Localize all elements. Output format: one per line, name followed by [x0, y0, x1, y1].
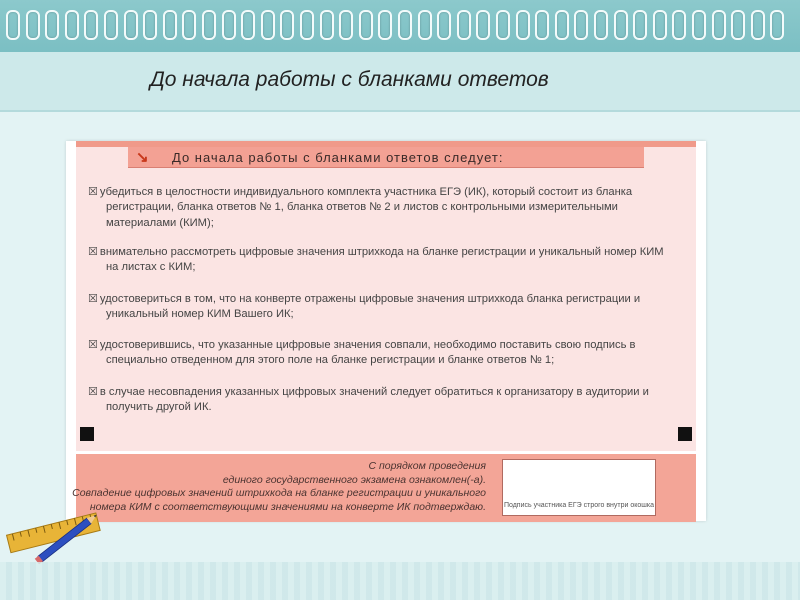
- confirmation-line: С порядком проведения: [368, 460, 486, 472]
- binder-ring: [653, 10, 667, 40]
- binder-ring: [261, 10, 275, 40]
- binder-ring: [418, 10, 432, 40]
- checkbox-icon: ☒: [88, 186, 98, 198]
- arrow-icon: ↘: [136, 149, 149, 166]
- answer-form-excerpt: [66, 141, 706, 521]
- checkbox-icon: ☒: [88, 339, 98, 351]
- instruction-line: получить другой ИК.: [106, 401, 212, 414]
- binder-ring: [104, 10, 118, 40]
- confirmation-line: Совпадение цифровых значений штрихкода на бланке регистрации и уникального: [72, 487, 486, 500]
- binder-ring: [163, 10, 177, 40]
- form-header: [128, 147, 644, 168]
- instruction-item-1: [88, 185, 698, 231]
- binder-ring: [457, 10, 471, 40]
- binder-ring: [182, 10, 196, 40]
- binder-ring: [398, 10, 412, 40]
- instruction-line: материалами (КИМ);: [106, 216, 214, 229]
- binder-ring: [339, 10, 353, 40]
- instruction-line: убедиться в целостности индивидуального комплекта участника ЕГЭ (ИК), который состоит из бланка: [99, 186, 633, 198]
- instruction-line: регистрации, бланка ответов № 1, бланка ответов № 2 и листов с контрольными измерительными: [106, 201, 618, 214]
- alignment-marker-left: [80, 427, 94, 441]
- signature-box[interactable]: [502, 459, 656, 516]
- binder-ring: [124, 10, 138, 40]
- binder-ring: [300, 10, 314, 40]
- binder-ring: [535, 10, 549, 40]
- binder-ring: [437, 10, 451, 40]
- instruction-item-3: [88, 292, 698, 323]
- binder-ring: [320, 10, 334, 40]
- binder-ring: [476, 10, 490, 40]
- binder-ring: [280, 10, 294, 40]
- confirmation-line: единого государственного экзамена ознакомлен(-а).: [222, 473, 486, 486]
- binder-ring: [84, 10, 98, 40]
- instruction-line: на листах с КИМ;: [106, 261, 196, 274]
- binder-ring: [202, 10, 216, 40]
- checkbox-icon: ☒: [88, 386, 98, 398]
- alignment-marker-right: [678, 427, 692, 441]
- binder-ring: [496, 10, 510, 40]
- binder-ring: [555, 10, 569, 40]
- binder-ring: [692, 10, 706, 40]
- ruler-pencil-icon: [4, 505, 110, 565]
- binder-ring: [574, 10, 588, 40]
- binder-ring: [751, 10, 765, 40]
- instruction-line: специально отведенном для этого поле на бланке регистрации и бланке ответов № 1;: [106, 354, 555, 367]
- slide-title: До начала работы с бланками ответов: [150, 68, 549, 91]
- binder-ring: [6, 10, 20, 40]
- binder-ring: [614, 10, 628, 40]
- binder-ring: [143, 10, 157, 40]
- instruction-line: уникальный номер КИМ Вашего ИК;: [106, 308, 294, 321]
- binder-ring: [712, 10, 726, 40]
- confirmation-line: номера КИМ с соответствующими значениями на конверте ИК подтверждаю.: [89, 500, 486, 513]
- binder-ring: [26, 10, 40, 40]
- instruction-item-2: [88, 245, 698, 276]
- instruction-line: удостовериться в том, что на конверте отражены цифровые значения штрихкода бланка регистрации и: [99, 293, 641, 305]
- instruction-line: внимательно рассмотреть цифровые значения штрихкода на бланке регистрации и уникальный номер КИМ: [99, 246, 664, 258]
- signature-caption: Подпись участника ЕГЭ строго внутри окошка: [503, 502, 655, 509]
- instruction-item-4: [88, 338, 698, 369]
- binder-ring: [770, 10, 784, 40]
- confirmation-panel: [72, 451, 696, 522]
- bottom-decorative-band: [0, 562, 800, 600]
- instruction-item-5: [88, 385, 698, 416]
- binder-ring: [672, 10, 686, 40]
- binder-ring: [359, 10, 373, 40]
- instruction-line: в случае несовпадения указанных цифровых значений следует обратиться к организатору в аудитории и: [99, 386, 649, 398]
- binder-ring: [378, 10, 392, 40]
- binder-ring: [241, 10, 255, 40]
- instruction-line: удостоверившись, что указанные цифровые значения совпали, необходимо поставить свою подпись в: [99, 339, 636, 351]
- binder-ring: [633, 10, 647, 40]
- checkbox-icon: ☒: [88, 246, 98, 258]
- binder-ring: [731, 10, 745, 40]
- binder-ring: [65, 10, 79, 40]
- binder-ring: [594, 10, 608, 40]
- form-header-text: До начала работы с бланками ответов следует:: [172, 150, 504, 165]
- confirmation-text: [66, 460, 486, 514]
- binder-ring: [516, 10, 530, 40]
- binder-rings: [6, 10, 796, 40]
- top-decorative-band: [0, 0, 800, 53]
- checkbox-icon: ☒: [88, 293, 98, 305]
- binder-ring: [45, 10, 59, 40]
- binder-ring: [222, 10, 236, 40]
